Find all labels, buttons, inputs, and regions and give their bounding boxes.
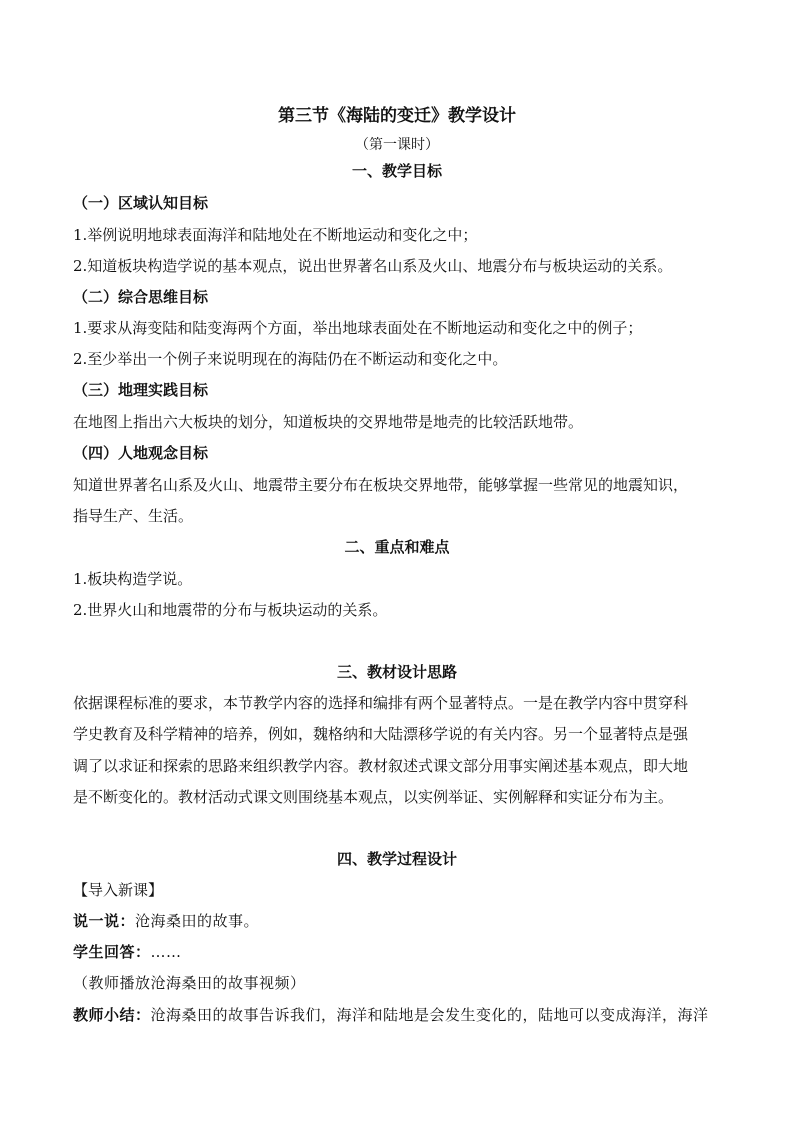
design-paragraph-line-2: 学史教育及科学精神的培养，例如，魏格纳和大陆漂移学说的有关内容。另一个显著特点是强 [73,725,689,743]
section-heading-objectives: 一、教学目标 [351,162,442,180]
document-subtitle: （第一课时） [355,137,439,153]
goal-thinking-item-2: 2.至少举出一个例子来说明现在的海陆仍在不断运动和变化之中。 [73,350,508,368]
say-text: 沧海桑田的故事。 [135,912,260,930]
teacher-note: （教师播放沧海桑田的故事视频） [73,974,306,992]
section-heading-key-points: 二、重点和难点 [344,538,450,556]
key-point-2: 2.世界火山和地震带的分布与板块运动的关系。 [73,601,388,619]
summary-label: 教师小结： [73,1006,151,1024]
document-title: 第三节《海陆的变迁》教学设计 [278,106,516,126]
summary-line [73,1005,733,1025]
goal-practice-item-1: 在地图上指出六大板块的划分，知道板块的交界地带是地壳的比较活跃地带。 [73,413,584,431]
section-heading-design: 三、教材设计思路 [336,663,457,681]
goal-thinking-item-1: 1.要求从海变陆和陆变海两个方面，举出地球表面处在不断地运动和变化之中的例子； [73,319,643,337]
goal-heading-regional: （一）区域认知目标 [73,194,209,212]
goal-heading-human-land: （四）人地观念目标 [73,444,209,462]
goal-heading-thinking: （二）综合思维目标 [73,288,209,306]
summary-text: 沧海桑田的故事告诉我们，海洋和陆地是会发生变化的，陆地可以变成海洋，海洋 [150,1006,709,1024]
intro-label: 【导入新课】 [73,881,164,899]
section-heading-process: 四、教学过程设计 [336,850,457,868]
goal-regional-item-1: 1.举例说明地球表面海洋和陆地处在不断地运动和变化之中； [73,226,478,244]
answer-label: 学生回答： [73,943,151,961]
goal-human-land-line-1: 知道世界著名山系及火山、地震带主要分布在板块交界地带，能够掌握一些常见的地震知识， [73,476,689,494]
say-label: 说一说： [73,912,136,930]
goal-heading-practice: （三）地理实践目标 [73,381,209,399]
design-paragraph-line-4: 是不断变化的。教材活动式课文则围绕基本观点，以实例举证、实例解释和实证分布为主。 [73,788,674,806]
goal-human-land-line-2: 指导生产、生活。 [73,507,194,525]
key-point-1: 1.板块构造学说。 [73,570,193,588]
answer-line [73,942,733,962]
say-line [73,911,733,931]
answer-text: …… [150,943,182,961]
design-paragraph-line-3: 调了以求证和探索的思路来组织教学内容。教材叙述式课文部分用事实阐述基本观点，即大地 [73,757,689,775]
goal-regional-item-2: 2.知道板块构造学说的基本观点，说出世界著名山系及火山、地震分布与板块运动的关系。 [73,257,673,275]
design-paragraph-line-1: 依据课程标准的要求，本节教学内容的选择和编排有两个显著特点。一是在教学内容中贯穿科 [73,694,689,712]
